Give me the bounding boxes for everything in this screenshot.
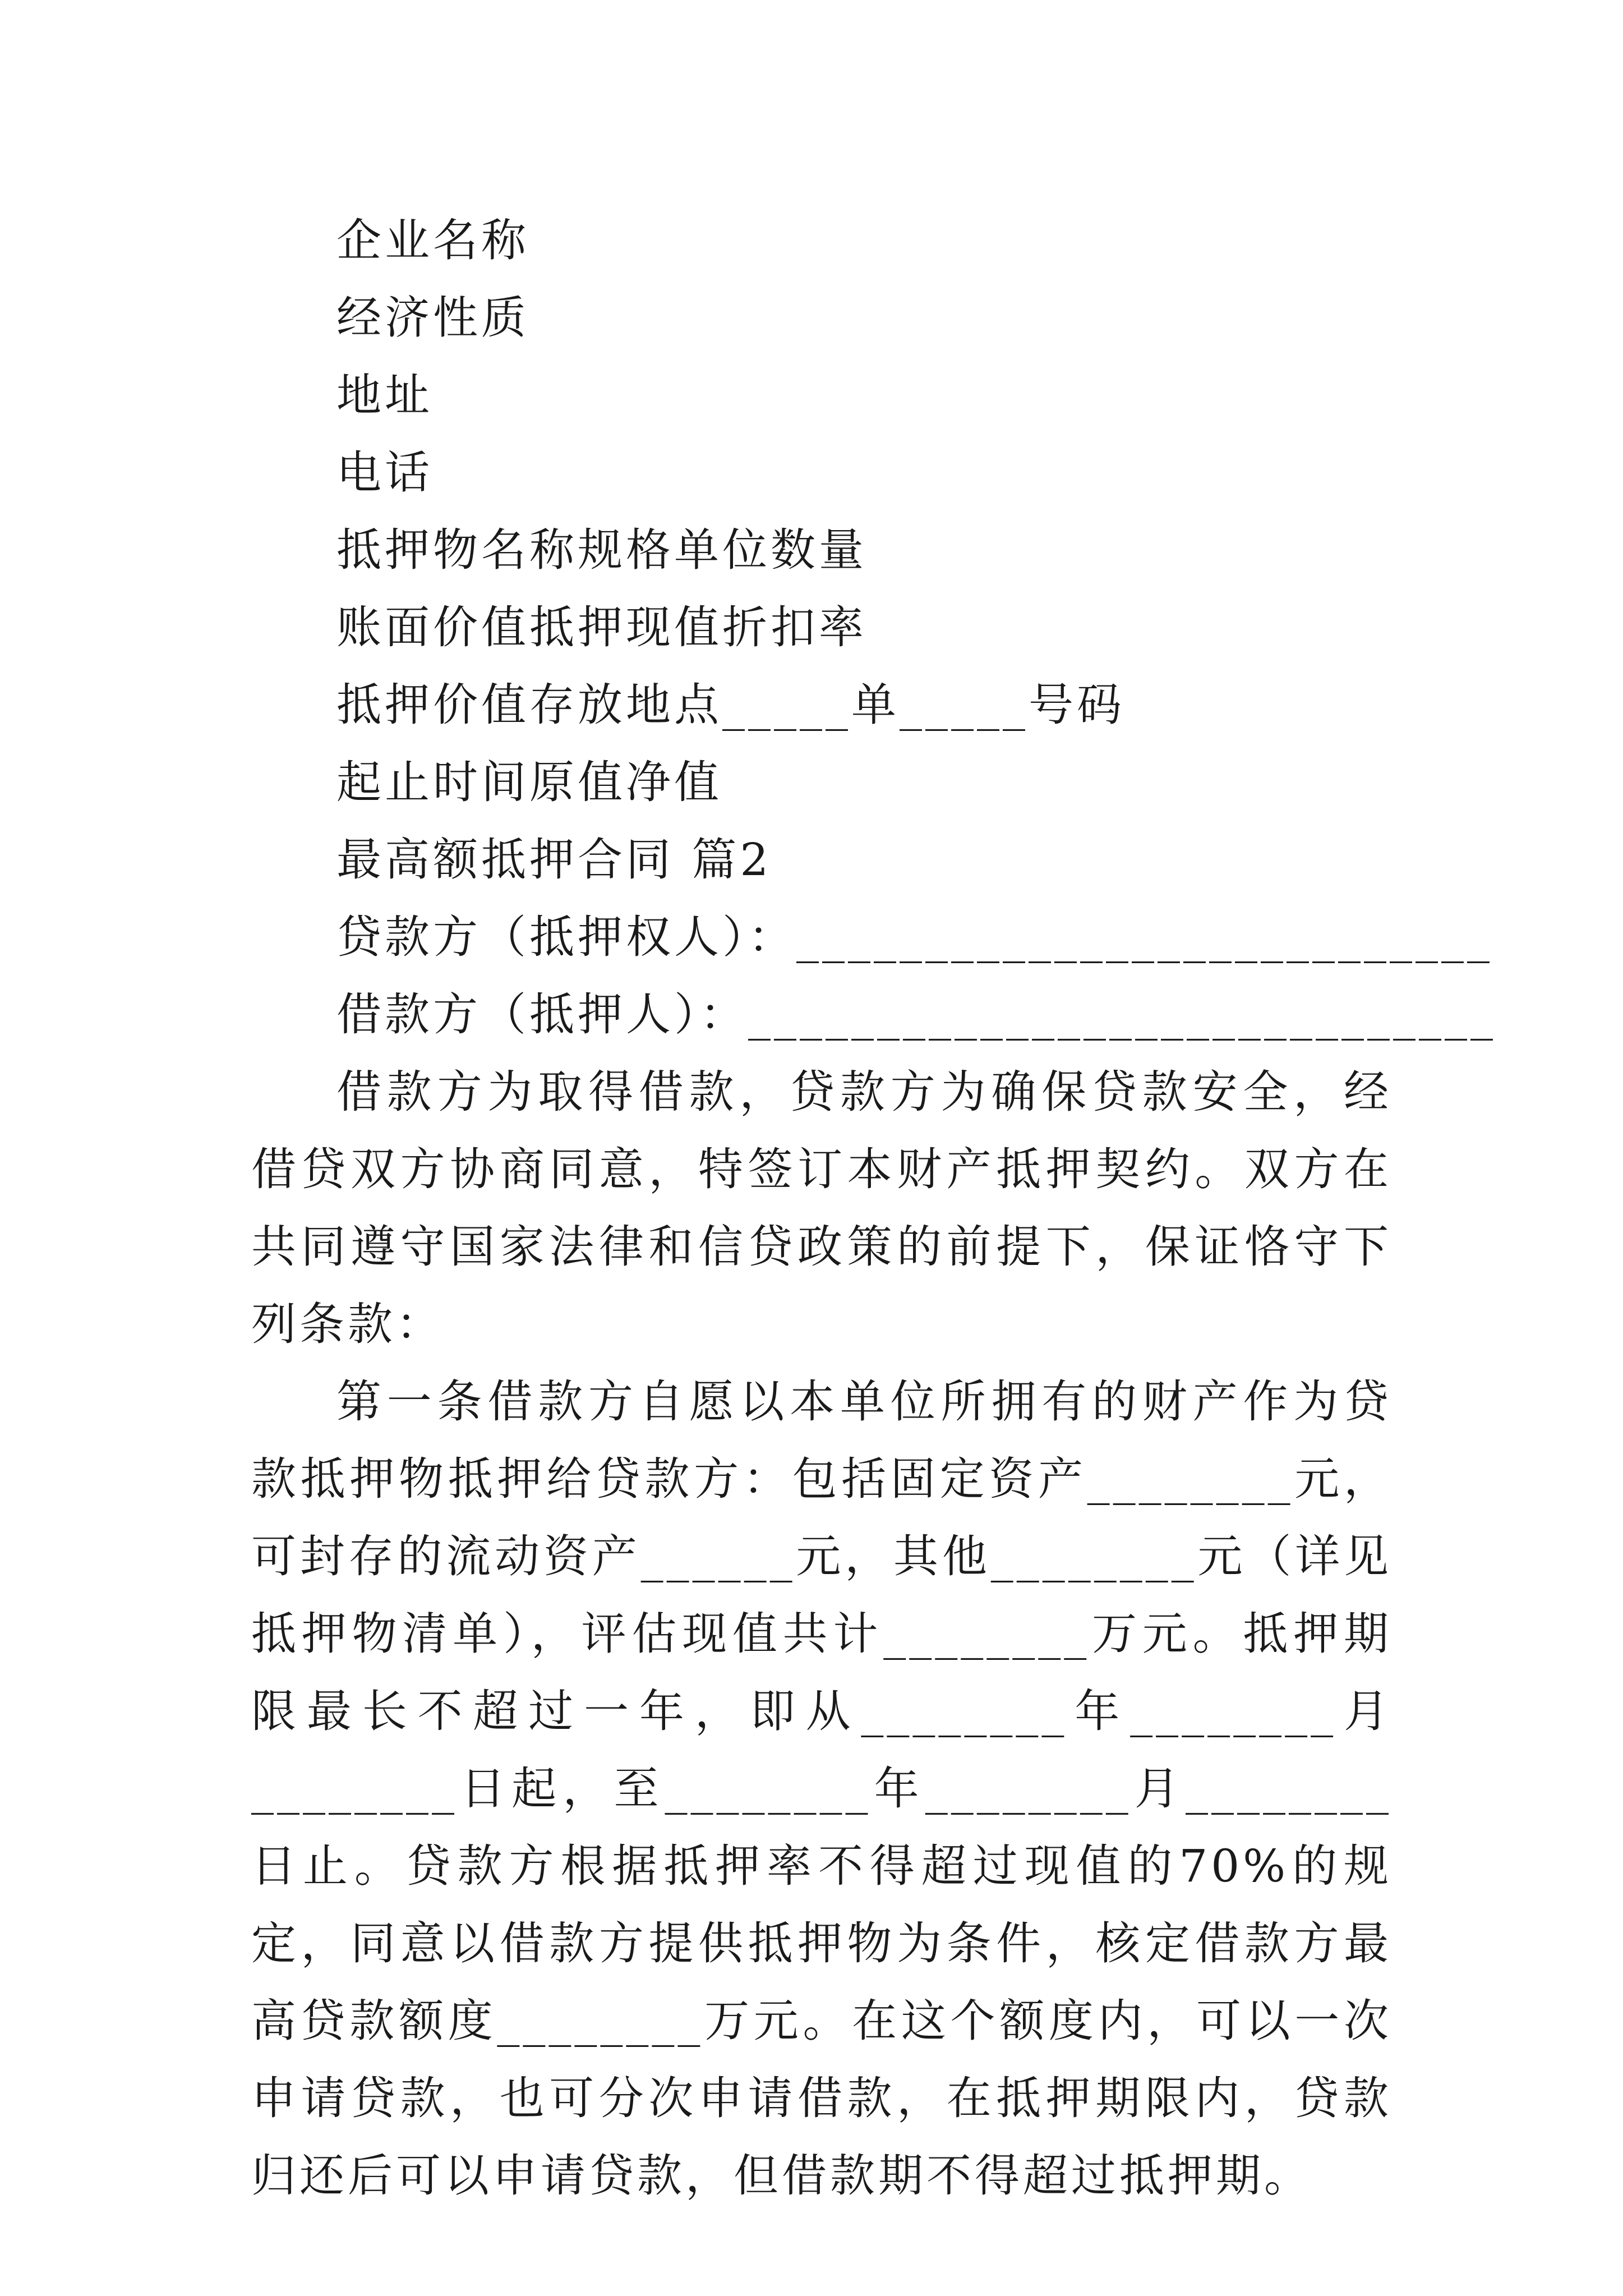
field-book-value: 账面价值抵押现值折扣率 [336,601,867,654]
section-heading: 最高额抵押合同 篇2 [336,834,772,886]
intro-paragraph: 借款方为取得借款，贷款方为确保贷款安全，经借贷双方协商同意，特签订本财产抵押契约。双方在共同遵守国家法律和信贷政策的前提下，保证恪守下列条款： [251,1066,1392,1350]
field-economic-nature: 经济性质 [336,292,529,344]
field-collateral-location: 抵押价值存放地点_____单_____号码 [336,679,1125,731]
field-address: 地址 [336,369,433,421]
borrower-line: 借款方（抵押人）：_____________________________ [336,988,1496,1041]
document-body [251,202,1496,2215]
field-company-name: 企业名称 [336,214,529,266]
lender-line: 贷款方（抵押权人）：___________________________ [336,911,1493,963]
field-collateral-spec: 抵押物名称规格单位数量 [336,524,867,576]
field-phone: 电话 [336,447,433,499]
field-period-values: 起止时间原值净值 [336,756,722,808]
article-one-paragraph: 第一条借款方自愿以本单位所拥有的财产作为贷款抵押物抵押给贷款方：包括固定资产________元，可封存的流动资产______元，其他________元（详见抵押物清单），评估现值共计________万元。抵押期限最长不超过一年，即从________年________月________日起，至________年________月________日止。贷款方根据抵押率不得超过现值的70%的规定，同意以借款方提供抵押物为条件，核定借款方最高贷款额度________万元。在这个额度内，可以一次申请贷款，也可分次申请借款，在抵押期限内，贷款归还后可以申请贷款，但借款期不得超过抵押期。 [251,1375,1392,2202]
